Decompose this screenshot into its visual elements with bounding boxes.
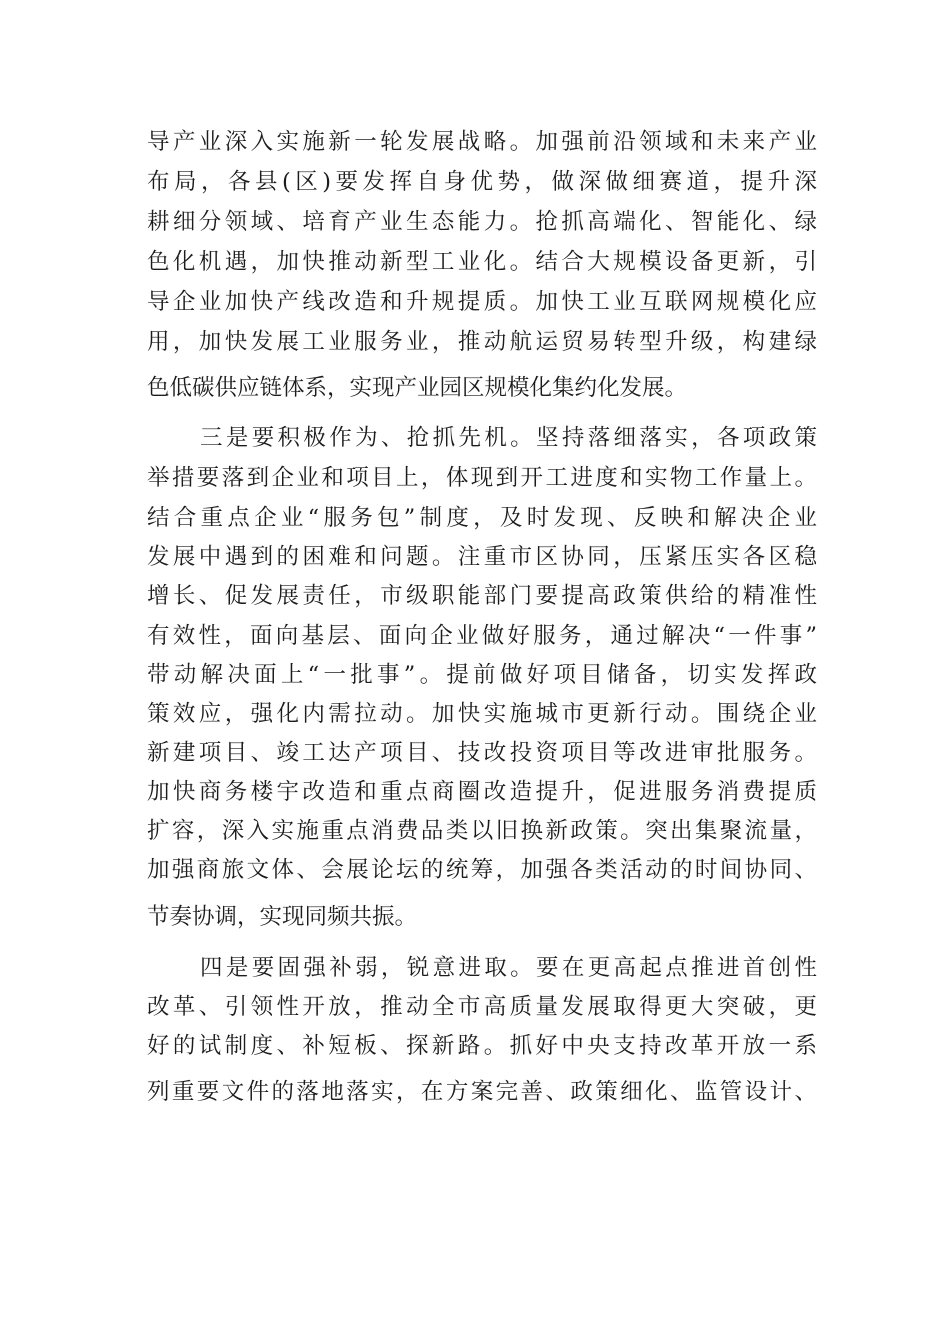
- text-line: 节奏协调，实现同频共振。: [147, 904, 418, 930]
- text-line: 加快商务楼宇改造和重点商圈改造提升，促进服务消费提质: [147, 779, 817, 805]
- text-line: 带动解决面上“一批事”。提前做好项目储备，切实发挥政: [147, 662, 817, 688]
- paragraph-start-line: 三是要积极作为、抢抓先机。坚持落细落实，各项政策: [200, 425, 817, 451]
- text-line: 举措要落到企业和项目上，体现到开工进度和实物工作量上。: [147, 465, 817, 491]
- text-line: 色化机遇，加快推动新型工业化。结合大规模设备更新，引: [147, 249, 817, 275]
- text-line: 耕细分领域、培育产业生态能力。抢抓高端化、智能化、绿: [147, 209, 817, 235]
- paragraph-start-line: 四是要固强补弱，锐意进取。要在更高起点推进首创性: [200, 955, 817, 981]
- text-line: 导企业加快产线改造和升规提质。加快工业互联网规模化应: [147, 289, 817, 315]
- text-line: 新建项目、竣工达产项目、技改投资项目等改进审批服务。: [147, 740, 817, 766]
- text-line: 用，加快发展工业服务业，推动航运贸易转型升级，构建绿: [147, 329, 817, 355]
- text-line: 加强商旅文体、会展论坛的统筹，加强各类活动的时间协同、: [147, 857, 817, 883]
- text-line: 扩容，深入实施重点消费品类以旧换新政策。突出集聚流量，: [147, 818, 817, 844]
- text-line: 策效应，强化内需拉动。加快实施城市更新行动。围绕企业: [147, 701, 817, 727]
- text-line: 改革、引领性开放，推动全市高质量发展取得更大突破，更: [147, 994, 817, 1020]
- text-line: 列重要文件的落地落实，在方案完善、政策细化、监管设计、: [147, 1079, 817, 1105]
- text-line: 结合重点企业“服务包”制度，及时发现、反映和解决企业: [147, 505, 817, 531]
- text-line: 有效性，面向基层、面向企业做好服务，通过解决“一件事”: [147, 623, 817, 649]
- text-line: 导产业深入实施新一轮发展战略。加强前沿领域和未来产业: [147, 129, 817, 155]
- text-line: 好的试制度、补短板、探新路。抓好中央支持改革开放一系: [147, 1033, 817, 1059]
- text-line: 发展中遇到的困难和问题。注重市区协同，压紧压实各区稳: [147, 544, 817, 570]
- text-line: 增长、促发展责任，市级职能部门要提高政策供给的精准性: [147, 583, 817, 609]
- text-line: 色低碳供应链体系，实现产业园区规模化集约化发展。: [147, 375, 688, 401]
- text-line: 布局，各县(区)要发挥自身优势，做深做细赛道，提升深: [147, 169, 817, 195]
